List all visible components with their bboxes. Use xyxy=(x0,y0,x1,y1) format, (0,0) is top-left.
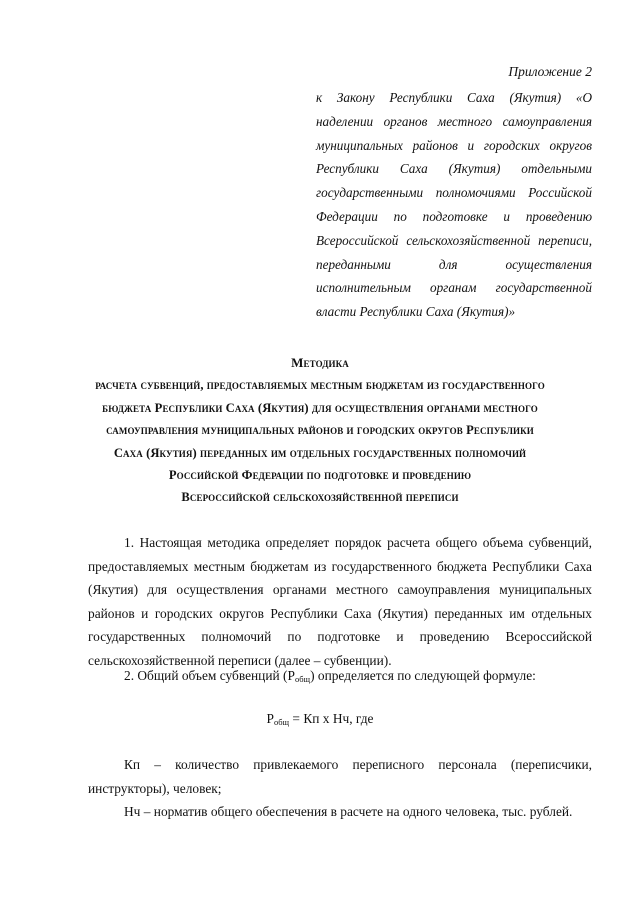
appendix-reference xyxy=(316,86,592,324)
paragraph-2-start: 2. Общий объем субвенций (Р xyxy=(124,668,295,683)
title-line: Российской Федерации по подготовке и проведению xyxy=(168,468,472,483)
definition-nch: Нч – норматив общего обеспечения в расчете на одного человека, тыс. рублей. xyxy=(124,804,573,819)
paragraph-2-subscript: общ xyxy=(294,674,311,684)
paragraph-2-end: ) определяется по следующей формуле: xyxy=(310,668,536,683)
title-line: расчета субвенций, предоставляемых местным бюджетам из государственного xyxy=(95,378,545,393)
title-line: бюджета Республики Саха (Якутия) для осуществления органами местного xyxy=(102,400,538,415)
formula-expression: = Кп х Нч, где xyxy=(289,711,374,726)
paragraph-1: 1. Настоящая методика определяет порядок расчета общего объема субвенций, предоставляемых местным бюджетам из государственного бюджета Республики Саха (Якутия) для осуществления органами местного самоуправления муниципальных районов и городских округов Республики Саха (Якутия) переданных им отдельных государственных полномочий по подготовке и проведению Всероссийской сельскохозяйственной переписи (далее – субвенции). xyxy=(88,535,592,668)
title-heading-text: Методика xyxy=(291,355,349,370)
formula-symbol: Р xyxy=(266,711,274,726)
definition-kp: Кп – количество привлекаемого переписного персонала (переписчики, инструкторы), человек; xyxy=(88,757,592,796)
formula xyxy=(0,709,640,729)
document-title xyxy=(40,352,600,509)
formula-subscript: общ xyxy=(273,717,290,727)
title-line: самоуправления муниципальных районов и городских округов Республики xyxy=(106,423,534,438)
paragraph-2 xyxy=(88,664,592,688)
title-heading xyxy=(40,352,600,374)
title-line: Всероссийской сельскохозяйственной переписи xyxy=(181,490,459,505)
appendix-reference-text: к Закону Республики Саха (Якутия) «О наделении органов местного самоуправления муниципальных районов и городских округов Республики Саха (Якутия) отдельными государственными полномочиями Российской Федерации по подготовке и проведению Всероссийской сельскохозяйственной переписи, переданными для осуществления исполнительным органам государственной xyxy=(316,90,592,296)
appendix-reference-last-line: власти Республики Саха (Якутия)» xyxy=(316,304,516,320)
appendix-label: Приложение 2 xyxy=(508,64,592,79)
title-line: Саха (Якутия) переданных им отдельных государственных полномочий xyxy=(113,445,527,460)
